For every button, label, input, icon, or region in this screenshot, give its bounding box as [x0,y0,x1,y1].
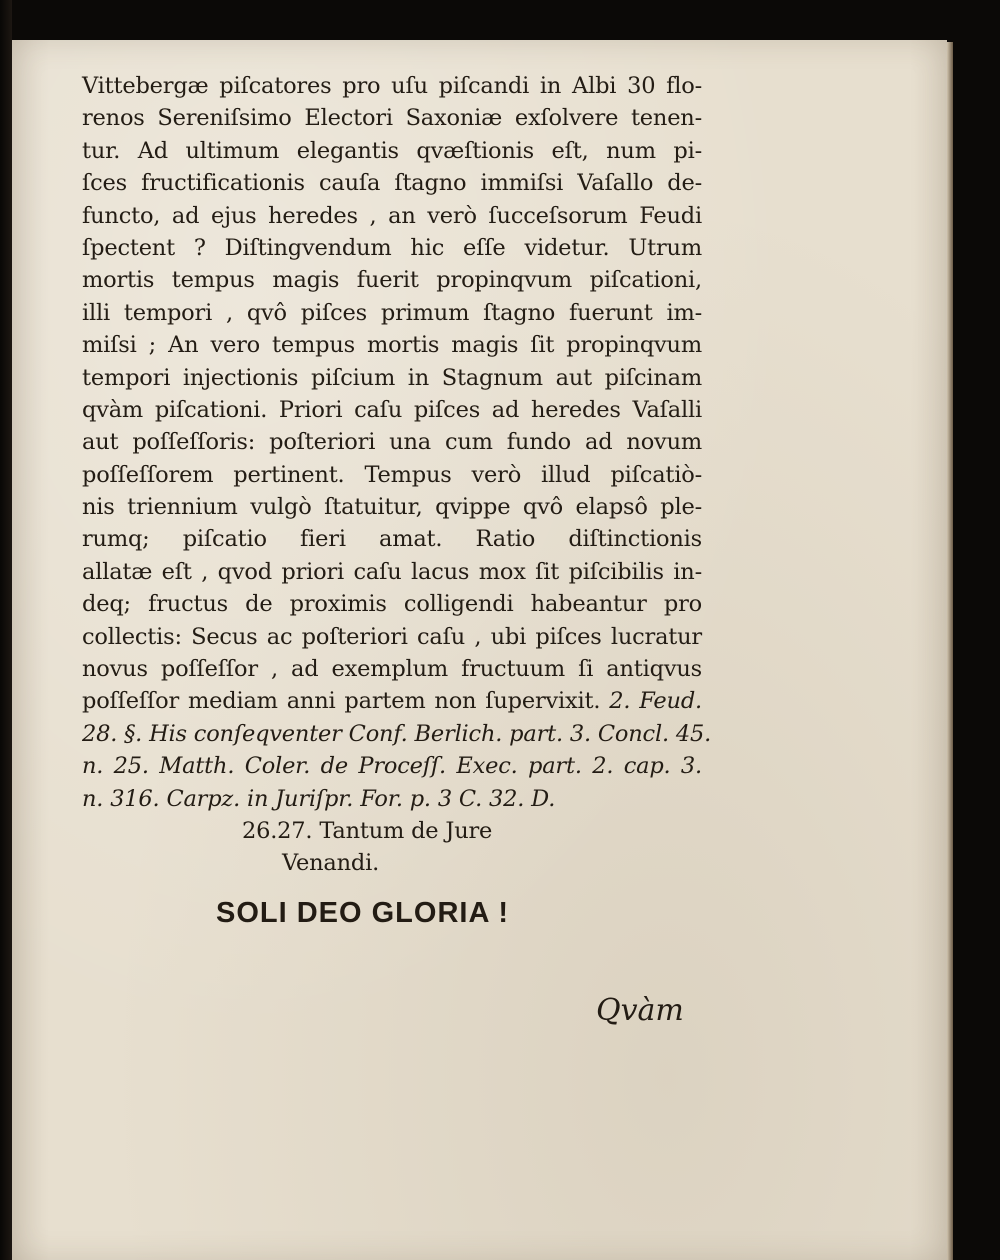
text-line: deq; fructus de proximis colligendi habeantur pro [82,591,702,618]
citation: His conſeqventer Conf. Berlich. part. 3. Concl. 45. [149,720,712,747]
page-edge [947,42,953,1260]
text-line: rumq; piſcatio fieri amat. Ratio diſtinctionis [82,526,702,553]
text-line: aut poſſeſſoris: poſteriori una cum fundo ad novum [82,429,702,456]
text-line: ſpectent ? Diſtingvendum hic eſſe videtur. Utrum [82,234,702,261]
text-line: functo, ad ejus heredes , an verò ſucceſsorum Feudi [82,202,702,229]
text-line [82,685,702,717]
text-line: tempori injectionis piſcium in Stagnum aut piſcinam [82,364,702,391]
body-text [82,70,712,880]
text-line: qvàm piſcationi. Priori caſu piſces ad heredes Vaſalli [82,396,702,423]
text-line: ſces fructificationis cauſa ſtagno immiſsi Vaſallo de- [82,170,702,197]
scan-left-edge [0,0,12,1260]
text-line: allatæ eſt , qvod priori caſu lacus mox ſit piſcibilis in- [82,558,702,585]
text-line: miſsi ; An vero tempus mortis magis ſit propinqvum [82,332,702,359]
citation: 2. Feud. [609,688,702,715]
text-line: n. 25. Matth. Coler. de Proceſſ. Exec. part. 2. cap. 3. [82,753,702,780]
text-line: Venandi. [282,850,380,877]
text-line: poſſeſſorem pertinent. Tempus verò illud piſcatiò- [82,461,702,488]
text-line: renos Sereniſsimo Electori Saxoniæ exſolvere tenen- [82,105,702,132]
text-line: illi tempori , qvô piſces primum ſtagno fuerunt im- [82,299,702,326]
closing-doxology: SOLI DEO GLORIA ! [216,897,510,929]
text-line: nis triennium vulgò ſtatuitur, qvippe qvô elapsô ple- [82,494,702,521]
text-segment: poſſeſſor mediam anni partem non ſupervixit. [82,688,601,715]
text-line [82,718,712,750]
text-line: n. 316. Carpz. in Juriſpr. For. p. 3 C. 32. D. [82,785,556,812]
text-line: Vittebergæ piſcatores pro uſu piſcandi in Albi 30 flo- [82,73,702,99]
text-line: mortis tempus magis fuerit propinqvum piſcationi, [82,267,702,294]
catchword: Qvàm [596,993,684,1028]
text-line: 26.27. Tantum de Jure [242,817,493,844]
text-line: tur. Ad ultimum elegantis qvæſtionis eſt, num pi- [82,137,702,164]
text-line: collectis: Secus ac poſteriori caſu , ubi piſces lucratur [82,623,702,650]
text-line: novus poſſeſſor , ad exemplum fructuum ſi antiqvus [82,656,702,683]
citation: 28. §. [82,720,143,747]
